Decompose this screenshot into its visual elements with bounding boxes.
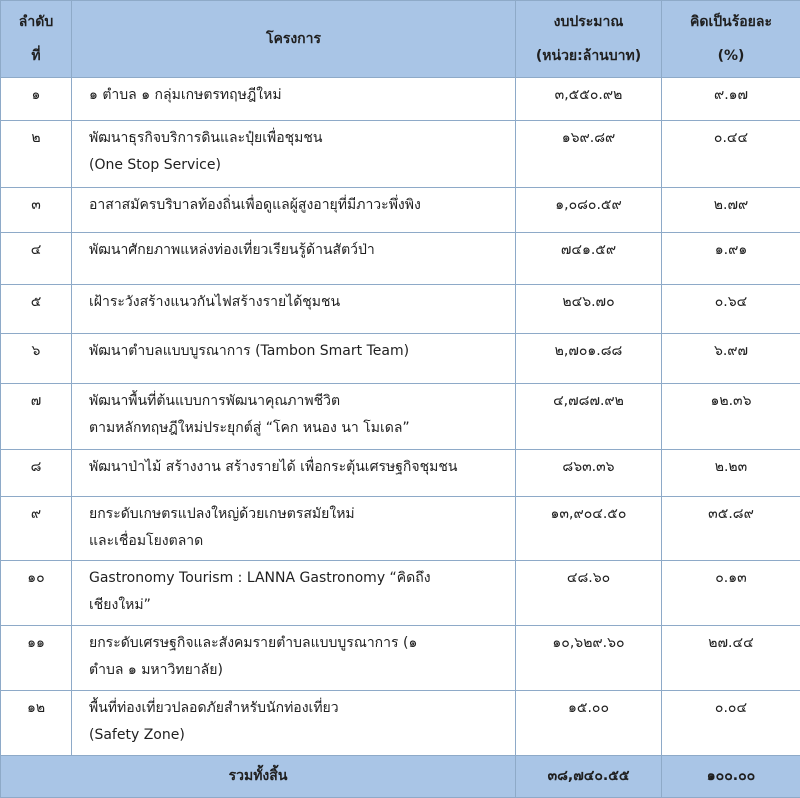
project-name	[72, 284, 516, 333]
percent-value: ๐.๐๔	[662, 691, 800, 756]
project-line: ยกระดับเศรษฐกิจและสังคมรายตำบลแบบบูรณาการ (๑	[89, 635, 418, 652]
row-number: ๑๐	[1, 561, 72, 626]
project-line: พัฒนาพื้นที่ต้นแบบการพัฒนาคุณภาพชีวิต	[89, 392, 341, 409]
percent-value: ๐.๑๓	[662, 561, 800, 626]
row-number: ๑๒	[1, 691, 72, 756]
project-line: (One Stop Service)	[89, 157, 221, 174]
project-name	[72, 334, 516, 383]
table-row	[1, 626, 800, 691]
header-percent-line1: คิดเป็นร้อยละ	[690, 14, 772, 30]
project-name	[72, 450, 516, 496]
project-name	[72, 233, 516, 284]
project-name	[72, 561, 516, 626]
percent-value: ๒๗.๔๔	[662, 626, 800, 691]
project-line: พัฒนาตำบลแบบบูรณาการ (Tambon Smart Team)	[89, 343, 410, 360]
budget-value: ๑,๐๘๐.๕๙	[516, 188, 662, 233]
row-number: ๔	[1, 233, 72, 284]
project-line: พัฒนาธุรกิจบริการดินและปุ๋ยเพื่อชุมชน	[89, 130, 323, 147]
budget-value: ๒,๗๐๑.๘๘	[516, 334, 662, 383]
header-no-line2: ที่	[31, 48, 41, 64]
budget-value: ๔,๗๘๗.๙๒	[516, 383, 662, 450]
budget-value: ๘๖๓.๓๖	[516, 450, 662, 496]
table-row	[1, 78, 800, 121]
project-name	[72, 188, 516, 233]
project-line: และเชื่อมโยงตลาด	[89, 532, 204, 549]
project-line: ตามหลักทฤษฎีใหม่ประยุกต์สู่ “โคก หนอง นา โมเดล”	[89, 419, 410, 436]
project-line: (Safety Zone)	[89, 727, 185, 744]
budget-value: ๔๘.๖๐	[516, 561, 662, 626]
header-project: โครงการ	[72, 1, 516, 78]
project-line: เชียงใหม่”	[89, 597, 151, 614]
row-number: ๕	[1, 284, 72, 333]
budget-value: ๑๓,๙๐๔.๕๐	[516, 496, 662, 561]
project-line: ยกระดับเกษตรแปลงใหญ่ด้วยเกษตรสมัยใหม่	[89, 505, 355, 522]
header-budget-line1: งบประมาณ	[553, 14, 624, 30]
table-row	[1, 121, 800, 188]
header-budget	[516, 1, 662, 78]
project-name	[72, 78, 516, 121]
project-line: เฝ้าระวังสร้างแนวกันไฟสร้างรายได้ชุมชน	[89, 293, 341, 310]
table-row	[1, 496, 800, 561]
row-number: ๑๑	[1, 626, 72, 691]
table-row	[1, 691, 800, 756]
table-row	[1, 233, 800, 284]
header-budget-line2: (หน่วย:ล้านบาท)	[535, 48, 642, 64]
budget-value: ๒๔๖.๗๐	[516, 284, 662, 333]
row-number: ๙	[1, 496, 72, 561]
header-no	[1, 1, 72, 78]
table-row	[1, 188, 800, 233]
total-row	[1, 756, 800, 798]
percent-value: ๑.๙๑	[662, 233, 800, 284]
project-line: พื้นที่ท่องเที่ยวปลอดภัยสำหรับนักท่องเที่ยว	[89, 700, 339, 717]
row-number: ๖	[1, 334, 72, 383]
total-label: รวมทั้งสิ้น	[1, 756, 516, 798]
percent-value: ๒.๒๓	[662, 450, 800, 496]
row-number: ๑	[1, 78, 72, 121]
header-row	[1, 1, 800, 78]
percent-value: ๐.๖๔	[662, 284, 800, 333]
header-percent-line2: (%)	[717, 48, 745, 64]
budget-value: ๑๐,๖๒๙.๖๐	[516, 626, 662, 691]
project-line: ๑ ตำบล ๑ กลุ่มเกษตรทฤษฎีใหม่	[89, 87, 282, 103]
total-percent: ๑๐๐.๐๐	[662, 756, 800, 798]
project-name	[72, 626, 516, 691]
table-row	[1, 284, 800, 333]
percent-value: ๐.๔๔	[662, 121, 800, 188]
budget-value: ๓,๕๕๐.๙๒	[516, 78, 662, 121]
percent-value: ๑๒.๓๖	[662, 383, 800, 450]
percent-value: ๓๕.๘๙	[662, 496, 800, 561]
row-number: ๓	[1, 188, 72, 233]
header-percent	[662, 1, 800, 78]
percent-value: ๖.๙๗	[662, 334, 800, 383]
project-name	[72, 691, 516, 756]
project-line: ตำบล ๑ มหาวิทยาลัย)	[89, 662, 223, 679]
percent-value: ๒.๗๙	[662, 188, 800, 233]
project-name	[72, 496, 516, 561]
percent-value: ๙.๑๗	[662, 78, 800, 121]
header-no-line1: ลำดับ	[18, 14, 54, 30]
project-line: Gastronomy Tourism : LANNA Gastronomy “คิดถึง	[89, 570, 431, 587]
budget-value: ๑๕.๐๐	[516, 691, 662, 756]
budget-value: ๗๔๑.๕๙	[516, 233, 662, 284]
table-row	[1, 383, 800, 450]
project-line: พัฒนาป่าไม้ สร้างงาน สร้างรายได้ เพื่อกระตุ้นเศรษฐกิจชุมชน	[89, 459, 458, 476]
project-name	[72, 121, 516, 188]
row-number: ๗	[1, 383, 72, 450]
total-budget: ๓๘,๗๔๐.๕๕	[516, 756, 662, 798]
row-number: ๒	[1, 121, 72, 188]
budget-value: ๑๖๙.๘๙	[516, 121, 662, 188]
row-number: ๘	[1, 450, 72, 496]
table-row	[1, 561, 800, 626]
project-line: อาสาสมัครบริบาลท้องถิ่นเพื่อดูแลผู้สูงอายุที่มีภาวะพึ่งพิง	[89, 197, 421, 214]
project-name	[72, 383, 516, 450]
project-line: พัฒนาศักยภาพแหล่งท่องเที่ยวเรียนรู้ด้านสัตว์ป่า	[89, 242, 375, 259]
table-row	[1, 450, 800, 496]
table-row	[1, 334, 800, 383]
